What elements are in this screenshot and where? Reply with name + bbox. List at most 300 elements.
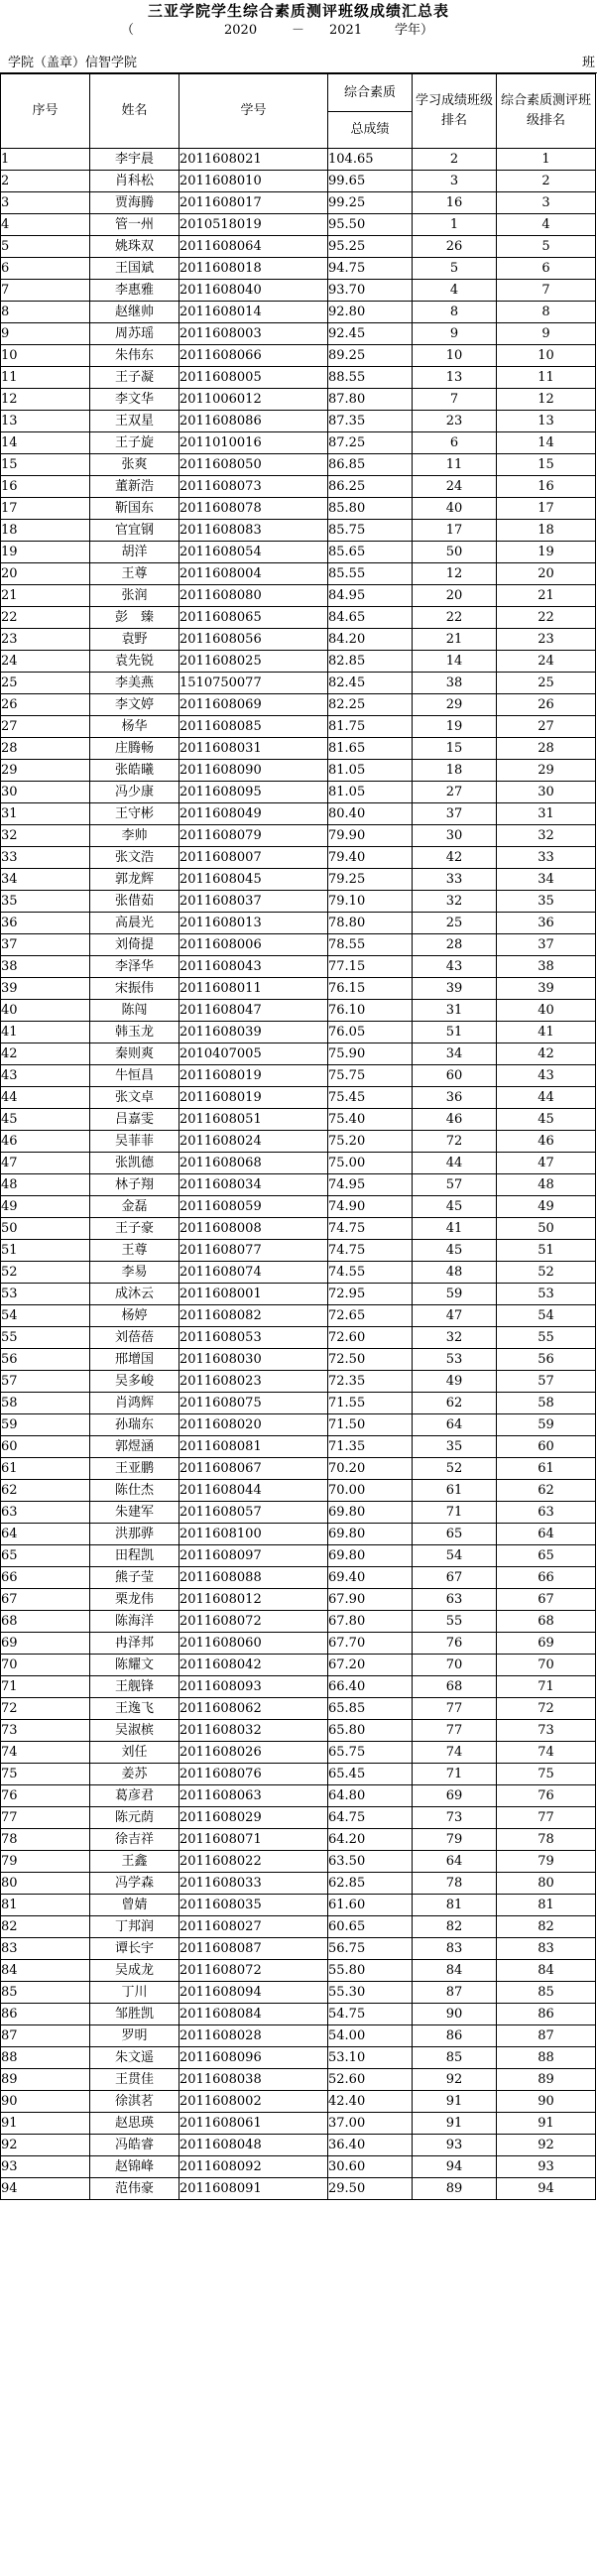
cell-no: 88: [1, 2047, 90, 2069]
cell-student-id: 2011608087: [179, 1938, 328, 1960]
cell-student-id: 2011608027: [179, 1916, 328, 1938]
cell-quality-rank: 72: [497, 1698, 596, 1720]
table-row: [1, 869, 596, 891]
cell-total-score: 53.10: [328, 2047, 413, 2069]
cell-student-id: 2011608054: [179, 542, 328, 563]
cell-no: 48: [1, 1174, 90, 1196]
cell-study-rank: 87: [413, 1982, 497, 2004]
cell-quality-rank: 13: [497, 411, 596, 432]
cell-quality-rank: 31: [497, 803, 596, 825]
college-label: 学院（盖章）信智学院: [8, 56, 138, 70]
cell-total-score: 60.65: [328, 1916, 413, 1938]
cell-quality-rank: 26: [497, 694, 596, 716]
cell-study-rank: 67: [413, 1567, 497, 1589]
table-row: [1, 934, 596, 956]
cell-quality-rank: 43: [497, 1065, 596, 1087]
table-row: [1, 280, 596, 302]
cell-student-id: 2011608067: [179, 1458, 328, 1480]
cell-total-score: 67.20: [328, 1655, 413, 1676]
cell-no: 58: [1, 1393, 90, 1414]
cell-name: 庄腾畅: [90, 738, 179, 760]
cell-no: 5: [1, 236, 90, 258]
cell-total-score: 69.80: [328, 1502, 413, 1524]
cell-name: 丁邦润: [90, 1916, 179, 1938]
cell-student-id: 2011608035: [179, 1895, 328, 1916]
table-row: [1, 1807, 596, 1829]
cell-no: 78: [1, 1829, 90, 1851]
cell-name: 陈仕杰: [90, 1480, 179, 1502]
cell-student-id: 2011608079: [179, 825, 328, 847]
cell-name: 李文华: [90, 389, 179, 411]
cell-quality-rank: 39: [497, 978, 596, 1000]
header-name: 姓名: [90, 74, 179, 149]
cell-study-rank: 50: [413, 542, 497, 563]
cell-student-id: 2011608085: [179, 716, 328, 738]
cell-quality-rank: 30: [497, 782, 596, 803]
cell-name: 王子旋: [90, 432, 179, 454]
cell-quality-rank: 69: [497, 1633, 596, 1655]
cell-no: 1: [1, 149, 90, 171]
cell-total-score: 72.35: [328, 1371, 413, 1393]
cell-name: 姚珠双: [90, 236, 179, 258]
cell-total-score: 65.45: [328, 1764, 413, 1785]
cell-total-score: 95.50: [328, 214, 413, 236]
cell-name: 徐吉祥: [90, 1829, 179, 1851]
cell-student-id: 2011608050: [179, 454, 328, 476]
cell-study-rank: 15: [413, 738, 497, 760]
cell-student-id: 2011608030: [179, 1349, 328, 1371]
cell-quality-rank: 35: [497, 891, 596, 913]
cell-quality-rank: 65: [497, 1545, 596, 1567]
cell-total-score: 79.10: [328, 891, 413, 913]
cell-quality-rank: 64: [497, 1524, 596, 1545]
cell-no: 81: [1, 1895, 90, 1916]
cell-no: 35: [1, 891, 90, 913]
cell-no: 52: [1, 1262, 90, 1284]
cell-no: 23: [1, 629, 90, 651]
cell-student-id: 2011608066: [179, 345, 328, 367]
table-row: [1, 607, 596, 629]
class-label-clipped: 班: [581, 56, 595, 70]
cell-study-rank: 53: [413, 1349, 497, 1371]
cell-no: 44: [1, 1087, 90, 1109]
cell-total-score: 79.40: [328, 847, 413, 869]
cell-total-score: 74.75: [328, 1218, 413, 1240]
cell-student-id: 2011608014: [179, 302, 328, 323]
cell-no: 15: [1, 454, 90, 476]
table-row: [1, 1720, 596, 1742]
cell-student-id: 2011608018: [179, 258, 328, 280]
cell-total-score: 62.85: [328, 1873, 413, 1895]
cell-total-score: 104.65: [328, 149, 413, 171]
table-row: [1, 1022, 596, 1043]
cell-no: 38: [1, 956, 90, 978]
cell-quality-rank: 59: [497, 1414, 596, 1436]
cell-no: 51: [1, 1240, 90, 1262]
cell-total-score: 87.80: [328, 389, 413, 411]
cell-student-id: 2011006012: [179, 389, 328, 411]
cell-total-score: 54.00: [328, 2025, 413, 2047]
cell-quality-rank: 41: [497, 1022, 596, 1043]
cell-total-score: 93.70: [328, 280, 413, 302]
cell-name: 袁野: [90, 629, 179, 651]
table-row: [1, 1284, 596, 1305]
cell-study-rank: 7: [413, 389, 497, 411]
table-row: [1, 803, 596, 825]
table-row: [1, 913, 596, 934]
cell-study-rank: 28: [413, 934, 497, 956]
cell-study-rank: 49: [413, 1371, 497, 1393]
cell-student-id: 2011608019: [179, 1087, 328, 1109]
header-total-score-bottom: 总成绩: [350, 122, 390, 137]
cell-no: 6: [1, 258, 90, 280]
cell-total-score: 65.80: [328, 1720, 413, 1742]
cell-no: 31: [1, 803, 90, 825]
cell-study-rank: 31: [413, 1000, 497, 1022]
cell-quality-rank: 49: [497, 1196, 596, 1218]
year-open-paren: （: [121, 23, 135, 38]
cell-name: 王舰锋: [90, 1676, 179, 1698]
cell-name: 王国斌: [90, 258, 179, 280]
cell-no: 73: [1, 1720, 90, 1742]
cell-study-rank: 32: [413, 1327, 497, 1349]
cell-student-id: 2011608020: [179, 1414, 328, 1436]
year-start: 2020: [224, 23, 258, 38]
table-row: [1, 2113, 596, 2135]
cell-quality-rank: 10: [497, 345, 596, 367]
cell-no: 11: [1, 367, 90, 389]
cell-no: 79: [1, 1851, 90, 1873]
cell-no: 21: [1, 585, 90, 607]
cell-no: 30: [1, 782, 90, 803]
cell-no: 93: [1, 2156, 90, 2178]
cell-name: 栗龙伟: [90, 1589, 179, 1611]
table-row: [1, 1851, 596, 1873]
table-row: [1, 1305, 596, 1327]
cell-study-rank: 77: [413, 1720, 497, 1742]
cell-study-rank: 65: [413, 1524, 497, 1545]
cell-total-score: 72.60: [328, 1327, 413, 1349]
cell-name: 赵继帅: [90, 302, 179, 323]
cell-name: 邢增国: [90, 1349, 179, 1371]
cell-student-id: 2011608002: [179, 2091, 328, 2113]
cell-study-rank: 18: [413, 760, 497, 782]
cell-no: 3: [1, 192, 90, 214]
cell-name: 肖科松: [90, 171, 179, 192]
cell-name: 王尊: [90, 1240, 179, 1262]
cell-no: 8: [1, 302, 90, 323]
cell-no: 27: [1, 716, 90, 738]
table-row: [1, 476, 596, 498]
cell-quality-rank: 79: [497, 1851, 596, 1873]
header-no: 序号: [1, 74, 90, 149]
cell-study-rank: 22: [413, 607, 497, 629]
table-row: [1, 258, 596, 280]
cell-total-score: 30.60: [328, 2156, 413, 2178]
cell-quality-rank: 63: [497, 1502, 596, 1524]
cell-name: 徐淇茗: [90, 2091, 179, 2113]
cell-study-rank: 37: [413, 803, 497, 825]
cell-study-rank: 68: [413, 1676, 497, 1698]
cell-student-id: 2011608010: [179, 171, 328, 192]
cell-name: 朱文遥: [90, 2047, 179, 2069]
cell-name: 王双星: [90, 411, 179, 432]
cell-quality-rank: 53: [497, 1284, 596, 1305]
table-row: [1, 694, 596, 716]
cell-no: 53: [1, 1284, 90, 1305]
cell-total-score: 74.90: [328, 1196, 413, 1218]
cell-name: 田程凯: [90, 1545, 179, 1567]
cell-study-rank: 90: [413, 2004, 497, 2025]
table-row: [1, 2004, 596, 2025]
cell-student-id: 2011608012: [179, 1589, 328, 1611]
cell-no: 74: [1, 1742, 90, 1764]
cell-total-score: 86.85: [328, 454, 413, 476]
cell-quality-rank: 51: [497, 1240, 596, 1262]
cell-total-score: 54.75: [328, 2004, 413, 2025]
cell-student-id: 2011608011: [179, 978, 328, 1000]
cell-student-id: 2011608006: [179, 934, 328, 956]
cell-no: 84: [1, 1960, 90, 1982]
table-row: [1, 1196, 596, 1218]
cell-no: 18: [1, 520, 90, 542]
cell-study-rank: 71: [413, 1764, 497, 1785]
cell-total-score: 85.65: [328, 542, 413, 563]
cell-student-id: 2011608092: [179, 2156, 328, 2178]
cell-no: 59: [1, 1414, 90, 1436]
cell-quality-rank: 38: [497, 956, 596, 978]
cell-total-score: 36.40: [328, 2135, 413, 2156]
cell-name: 冉泽邦: [90, 1633, 179, 1655]
cell-name: 张爽: [90, 454, 179, 476]
cell-name: 胡洋: [90, 542, 179, 563]
cell-student-id: 2011608008: [179, 1218, 328, 1240]
cell-name: 刘任: [90, 1742, 179, 1764]
table-row: [1, 2135, 596, 2156]
cell-total-score: 64.75: [328, 1807, 413, 1829]
cell-study-rank: 70: [413, 1655, 497, 1676]
cell-study-rank: 6: [413, 432, 497, 454]
table-row: [1, 1371, 596, 1393]
table-row: [1, 825, 596, 847]
cell-name: 高晨光: [90, 913, 179, 934]
cell-name: 牛恒昌: [90, 1065, 179, 1087]
cell-name: 冯皓睿: [90, 2135, 179, 2156]
cell-quality-rank: 57: [497, 1371, 596, 1393]
table-row: [1, 956, 596, 978]
cell-total-score: 55.30: [328, 1982, 413, 2004]
cell-student-id: 2011608097: [179, 1545, 328, 1567]
table-row: [1, 432, 596, 454]
table-row: [1, 1153, 596, 1174]
cell-name: 陈元荫: [90, 1807, 179, 1829]
cell-student-id: 2011608091: [179, 2178, 328, 2200]
cell-quality-rank: 7: [497, 280, 596, 302]
cell-study-rank: 26: [413, 236, 497, 258]
cell-quality-rank: 46: [497, 1131, 596, 1153]
cell-total-score: 67.80: [328, 1611, 413, 1633]
table-row: [1, 1960, 596, 1982]
cell-study-rank: 69: [413, 1785, 497, 1807]
cell-total-score: 56.75: [328, 1938, 413, 1960]
cell-student-id: 2011608024: [179, 1131, 328, 1153]
cell-study-rank: 44: [413, 1153, 497, 1174]
cell-study-rank: 29: [413, 694, 497, 716]
cell-study-rank: 42: [413, 847, 497, 869]
cell-total-score: 55.80: [328, 1960, 413, 1982]
cell-name: 王鑫: [90, 1851, 179, 1873]
cell-student-id: 2011608053: [179, 1327, 328, 1349]
cell-no: 12: [1, 389, 90, 411]
cell-no: 80: [1, 1873, 90, 1895]
cell-total-score: 92.45: [328, 323, 413, 345]
cell-name: 贾海腾: [90, 192, 179, 214]
cell-student-id: 2011608037: [179, 891, 328, 913]
cell-name: 张借茹: [90, 891, 179, 913]
cell-name: 陈耀文: [90, 1655, 179, 1676]
cell-name: 丁川: [90, 1982, 179, 2004]
cell-name: 郭龙辉: [90, 869, 179, 891]
cell-total-score: 72.65: [328, 1305, 413, 1327]
table-row: [1, 2178, 596, 2200]
cell-total-score: 85.75: [328, 520, 413, 542]
cell-student-id: 2011608032: [179, 1720, 328, 1742]
cell-student-id: 2011608093: [179, 1676, 328, 1698]
cell-no: 7: [1, 280, 90, 302]
table-row: [1, 978, 596, 1000]
cell-study-rank: 77: [413, 1698, 497, 1720]
cell-no: 41: [1, 1022, 90, 1043]
cell-total-score: 37.00: [328, 2113, 413, 2135]
cell-study-rank: 38: [413, 673, 497, 694]
cell-quality-rank: 19: [497, 542, 596, 563]
cell-study-rank: 86: [413, 2025, 497, 2047]
cell-study-rank: 30: [413, 825, 497, 847]
cell-study-rank: 57: [413, 1174, 497, 1196]
cell-name: 王尊: [90, 563, 179, 585]
cell-total-score: 70.20: [328, 1458, 413, 1480]
cell-study-rank: 64: [413, 1414, 497, 1436]
cell-quality-rank: 15: [497, 454, 596, 476]
cell-student-id: 2011608049: [179, 803, 328, 825]
cell-study-rank: 85: [413, 2047, 497, 2069]
cell-quality-rank: 36: [497, 913, 596, 934]
cell-total-score: 87.35: [328, 411, 413, 432]
table-row: [1, 1873, 596, 1895]
cell-study-rank: 45: [413, 1196, 497, 1218]
cell-study-rank: 1: [413, 214, 497, 236]
table-row: [1, 2047, 596, 2069]
cell-name: 秦则爽: [90, 1043, 179, 1065]
cell-study-rank: 14: [413, 651, 497, 673]
cell-quality-rank: 56: [497, 1349, 596, 1371]
header-study-rank: 学习成绩班级排名: [413, 74, 497, 149]
cell-quality-rank: 2: [497, 171, 596, 192]
cell-name: 朱建军: [90, 1502, 179, 1524]
cell-no: 75: [1, 1764, 90, 1785]
table-row: [1, 542, 596, 563]
cell-student-id: 2011608025: [179, 651, 328, 673]
table-row: [1, 1764, 596, 1785]
cell-name: 范伟豪: [90, 2178, 179, 2200]
cell-quality-rank: 20: [497, 563, 596, 585]
cell-study-rank: 34: [413, 1043, 497, 1065]
academic-year-line: [0, 22, 597, 40]
table-row: [1, 498, 596, 520]
cell-no: 29: [1, 760, 90, 782]
cell-student-id: 2011608029: [179, 1807, 328, 1829]
cell-student-id: 2011608034: [179, 1174, 328, 1196]
table-row: [1, 389, 596, 411]
table-row: [1, 171, 596, 192]
cell-student-id: 2011608005: [179, 367, 328, 389]
cell-student-id: 2011608071: [179, 1829, 328, 1851]
cell-study-rank: 61: [413, 1480, 497, 1502]
header-quality-rank: 综合素质测评班级排名: [497, 74, 596, 149]
cell-study-rank: 52: [413, 1458, 497, 1480]
cell-quality-rank: 22: [497, 607, 596, 629]
cell-name: 林子翔: [90, 1174, 179, 1196]
cell-total-score: 79.90: [328, 825, 413, 847]
cell-student-id: 2011608042: [179, 1655, 328, 1676]
cell-total-score: 81.05: [328, 782, 413, 803]
table-row: [1, 1633, 596, 1655]
cell-name: 张文浩: [90, 847, 179, 869]
cell-student-id: 2011608073: [179, 476, 328, 498]
cell-student-id: 2011608057: [179, 1502, 328, 1524]
cell-name: 李泽华: [90, 956, 179, 978]
cell-study-rank: 51: [413, 1022, 497, 1043]
cell-name: 孙瑞东: [90, 1414, 179, 1436]
cell-student-id: 2011608081: [179, 1436, 328, 1458]
cell-quality-rank: 21: [497, 585, 596, 607]
cell-student-id: 2011608095: [179, 782, 328, 803]
cell-student-id: 1510750077: [179, 673, 328, 694]
cell-name: 李帅: [90, 825, 179, 847]
table-row: [1, 1480, 596, 1502]
cell-no: 68: [1, 1611, 90, 1633]
cell-name: 张润: [90, 585, 179, 607]
cell-total-score: 85.55: [328, 563, 413, 585]
cell-quality-rank: 88: [497, 2047, 596, 2069]
cell-total-score: 81.05: [328, 760, 413, 782]
cell-name: 冯少康: [90, 782, 179, 803]
cell-total-score: 86.25: [328, 476, 413, 498]
cell-student-id: 2011608084: [179, 2004, 328, 2025]
cell-name: 赵思瑛: [90, 2113, 179, 2135]
header-total-score: [328, 74, 413, 149]
cell-study-rank: 16: [413, 192, 497, 214]
cell-study-rank: 27: [413, 782, 497, 803]
table-row: [1, 1000, 596, 1022]
cell-study-rank: 59: [413, 1284, 497, 1305]
cell-student-id: 2011608061: [179, 2113, 328, 2135]
cell-no: 25: [1, 673, 90, 694]
table-row: [1, 1655, 596, 1676]
cell-quality-rank: 11: [497, 367, 596, 389]
table-row: [1, 738, 596, 760]
cell-study-rank: 64: [413, 1851, 497, 1873]
cell-no: 87: [1, 2025, 90, 2047]
table-row: [1, 1458, 596, 1480]
year-end: 2021: [329, 23, 363, 38]
table-row: [1, 1262, 596, 1284]
cell-student-id: 2011608076: [179, 1764, 328, 1785]
cell-total-score: 84.65: [328, 607, 413, 629]
table-row: [1, 1502, 596, 1524]
table-row: [1, 1240, 596, 1262]
cell-study-rank: 35: [413, 1436, 497, 1458]
